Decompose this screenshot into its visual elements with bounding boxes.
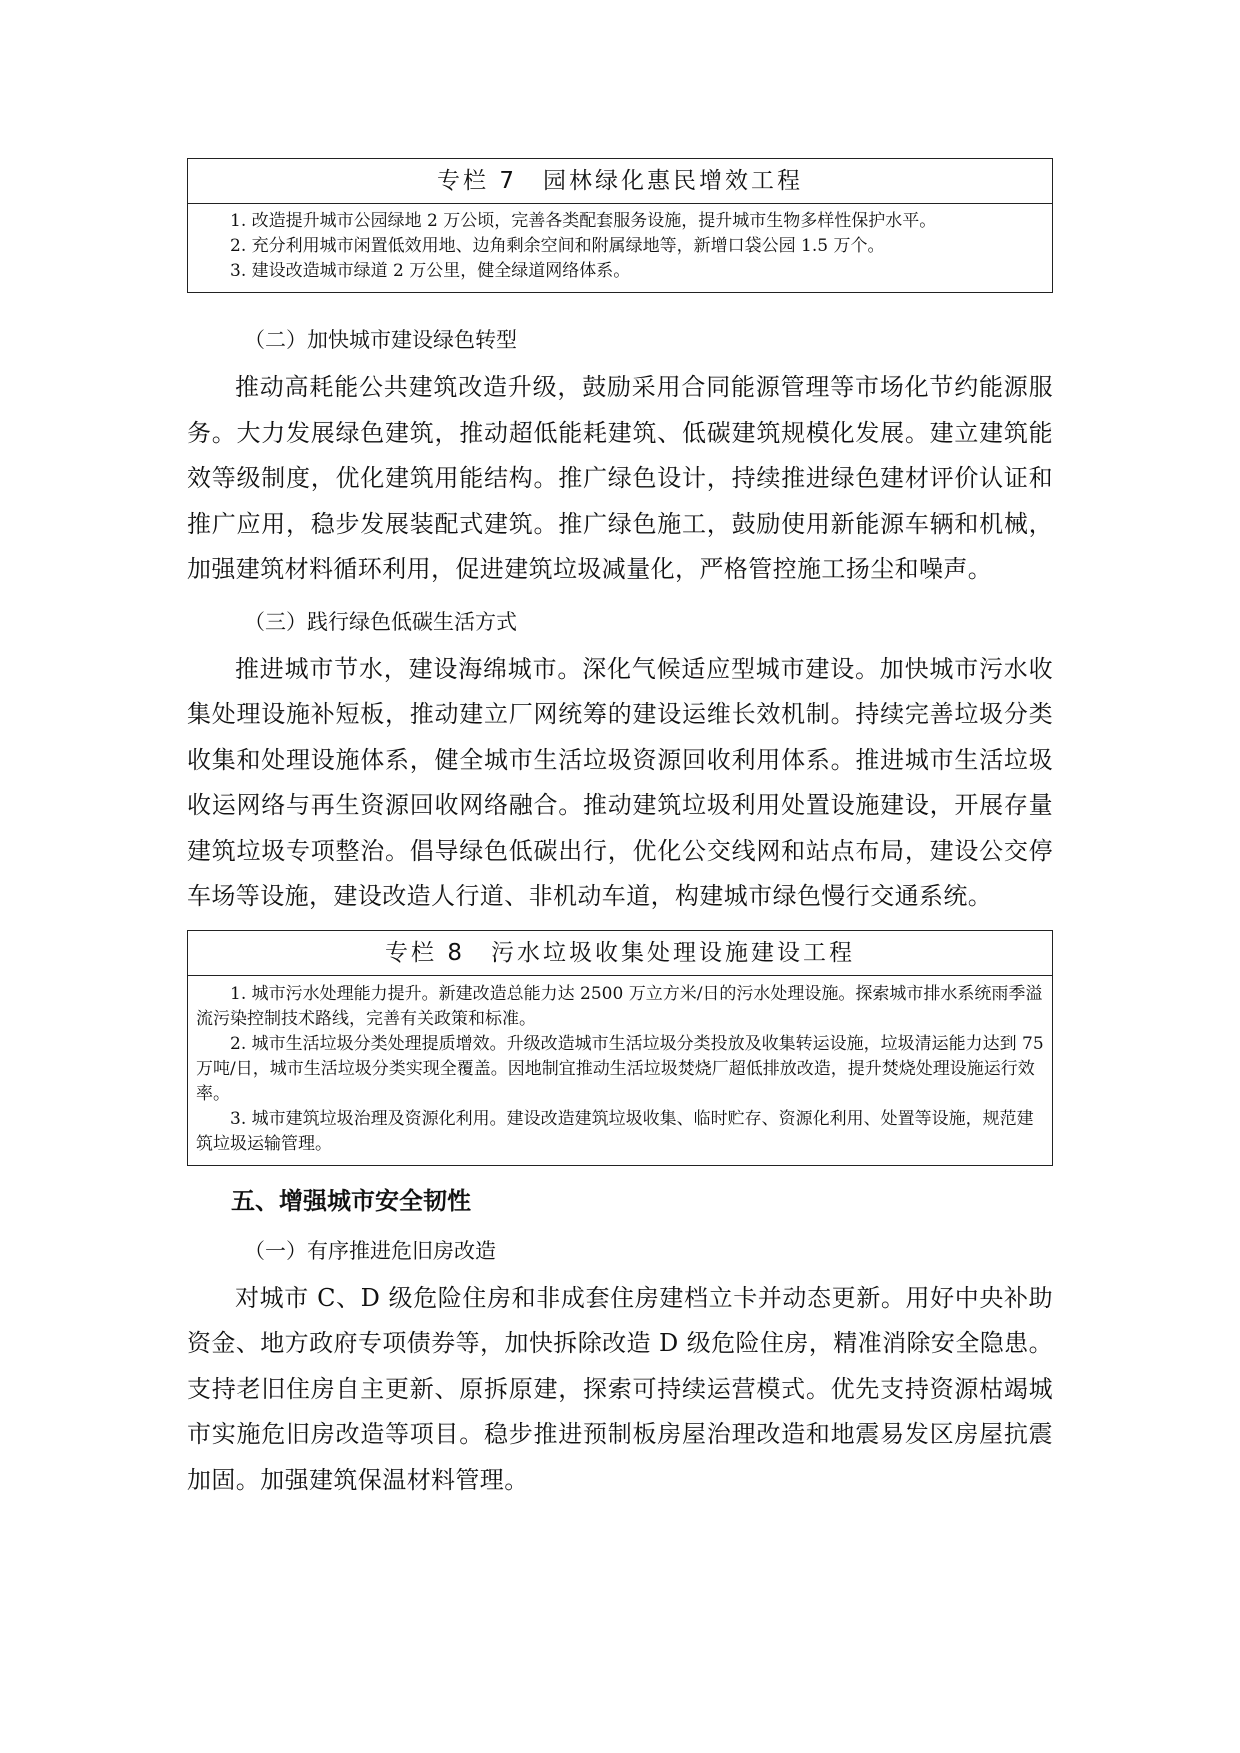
paragraph-dilapidated-housing: 对城市 C、D 级危险住房和非成套住房建档立卡并动态更新。用好中央补助资金、地方政府专项债券等，加快拆除改造 D 级危险住房，精准消除安全隐患。支持老旧住房自主更新、原拆原建，探索可持续运营模式。优先支持资源枯竭城市实施危旧房改造等项目。稳步推进预制板房屋治理改造和地震易发区房屋抗震加固。加强建筑保温材料管理。 xyxy=(187,1283,1053,1494)
subsection-heading-2: （二）加快城市建设绿色转型 xyxy=(244,328,517,352)
paragraph-green-transformation: 推动高耗能公共建筑改造升级，鼓励采用合同能源管理等市场化节约能源服务。大力发展绿色建筑，推动超低能耗建筑、低碳建筑规模化发展。建立建筑能效等级制度，优化建筑用能结构。推广绿色设计，持续推进绿色建材评价认证和推广应用，稳步发展装配式建筑。推广绿色施工，鼓励使用新能源车辆和机械，加强建筑材料循环利用，促进建筑垃圾减量化，严格管控施工扬尘和噪声。 xyxy=(187,373,1053,583)
column-box-8 xyxy=(187,930,1053,1166)
paragraph-low-carbon-lifestyle: 推进城市节水，建设海绵城市。深化气候适应型城市建设。加快城市污水收集处理设施补短板，推动建立厂网统筹的建设运维长效机制。持续完善垃圾分类收集和处理设施体系，健全城市生活垃圾资源回收利用体系。推进城市生活垃圾收运网络与再生资源回收网络融合。推动建筑垃圾利用处置设施建设，开展存量建筑垃圾专项整治。倡导绿色低碳出行，优化公交线网和站点布局，建设公交停车场等设施，建设改造人行道、非机动车道，构建城市绿色慢行交通系统。 xyxy=(187,654,1053,910)
column-box-8-item: 2. 城市生活垃圾分类处理提质增效。升级改造城市生活垃圾分类投放及收集转运设施，垃圾清运能力达到 75 万吨/日，城市生活垃圾分类实现全覆盖。因地制宜推动生活垃圾焚烧厂超低排放改造，提升焚烧处理设施运行效率。 xyxy=(196,1033,1044,1104)
subsection-heading-3: （三）践行绿色低碳生活方式 xyxy=(244,609,517,634)
column-box-7-item: 1. 改造提升城市公园绿地 2 万公顷，完善各类配套服务设施，提升城市生物多样性保护水平。 xyxy=(230,211,937,231)
column-box-7 xyxy=(187,158,1053,293)
column-box-7-item: 3. 建设改造城市绿道 2 万公里，健全绿道网络体系。 xyxy=(230,261,631,281)
column-box-7-body xyxy=(188,204,1052,292)
section-heading-5: 五、增强城市安全韧性 xyxy=(231,1186,471,1215)
document-page xyxy=(187,158,1053,1503)
column-box-7-item: 2. 充分利用城市闲置低效用地、边角剩余空间和附属绿地等，新增口袋公园 1.5 万个。 xyxy=(230,236,885,256)
subsection-heading-5-1: （一）有序推进危旧房改造 xyxy=(244,1238,496,1263)
column-box-7-title: 专栏 7 园林绿化惠民增效工程 xyxy=(188,159,1052,204)
column-box-8-title: 专栏 8 污水垃圾收集处理设施建设工程 xyxy=(188,931,1052,976)
column-box-8-item: 1. 城市污水处理能力提升。新建改造总能力达 2500 万立方米/日的污水处理设施。探索城市排水系统雨季溢流污染控制技术路线，完善有关政策和标准。 xyxy=(196,983,1043,1029)
column-box-8-item: 3. 城市建筑垃圾治理及资源化利用。建设改造建筑垃圾收集、临时贮存、资源化利用、处置等设施，规范建筑垃圾运输管理。 xyxy=(196,1108,1034,1154)
column-box-8-body xyxy=(188,976,1052,1165)
